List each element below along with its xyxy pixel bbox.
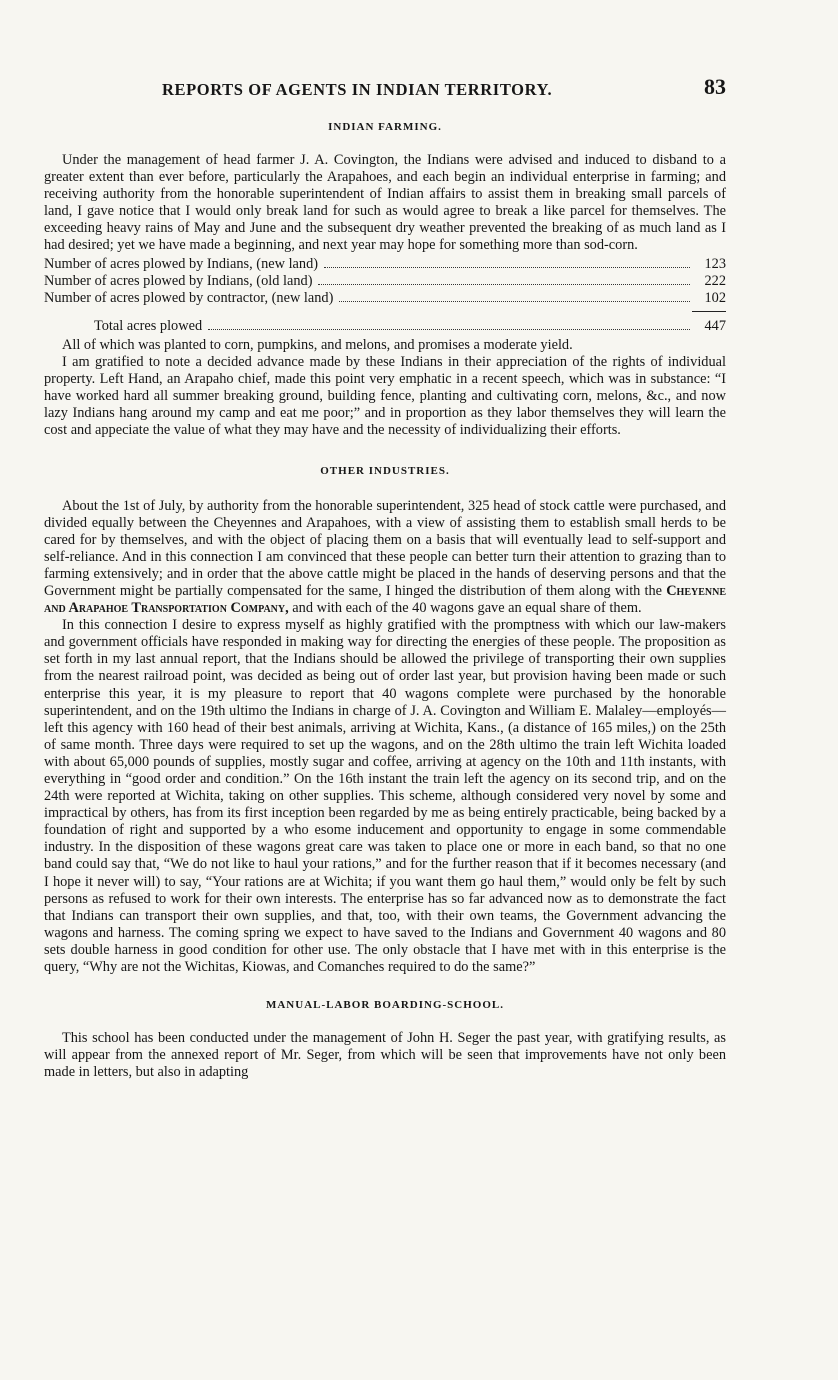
school-paragraph-1: This school has been conducted under the management of John H. Seger the past year, with gratifying results, as will appear from the annexed report of Mr. Seger, from which will be seen that improvements have not only been made in letters, but also in adapting <box>44 1030 726 1081</box>
company-name: Cheyenne and Arapahoe Transportation Company, <box>44 582 726 617</box>
acres-total-row <box>44 318 726 335</box>
acres-row <box>44 290 726 307</box>
acres-row <box>44 273 726 290</box>
acres-row-label: Number of acres plowed by contractor, (new land) <box>44 289 334 306</box>
total-rule <box>692 311 726 312</box>
acres-row-value: 123 <box>704 255 726 272</box>
acres-row-label: Number of acres plowed by Indians, (new land) <box>44 255 319 272</box>
farming-paragraph-1: Under the management of head farmer J. A. Covington, the Indians were advised and induced to disband to a greater extent than ever before, particularly the Arapahoes, and each begin an individual enterprise in farming; and receiving authority from the honorable superintendent of Indian affairs to assist them in breaking small parcels of land, I gave notice that I would only break land for such as would agree to break a like parcel for themselves. The exceeding heavy rains of May and June and the subsequent dry weather prevented the breaking of as much land as I had desired; yet we have made a beginning, and next year may hope for something more than sod-corn. <box>44 152 726 254</box>
farming-paragraph-3: I am gratified to note a decided advance made by these Indians in their appreciation of the rights of individual property. Left Hand, an Arapaho chief, made this point very emphatic in a recent speech, which was in substance: “I have worked hard all summer breaking ground, building fence, planting and cultivating corn, melons, &c., and now lazy Indians hang around my camp and eat me poor;” and in proportion as they labor themselves they will learn the cost and appeciate the value of what they may have and the necessity of individualizing their efforts. <box>44 354 726 439</box>
leader-dots <box>208 329 690 330</box>
acres-row-label: Number of acres plowed by Indians, (old land) <box>44 272 313 289</box>
acres-row <box>44 256 726 273</box>
industries-paragraph-1-text: About the 1st of July, by authority from the honorable superintendent, 325 head of stock cattle were purchased, and divided equally between the Cheyennes and Arapahoes, with a view of assisting them to establish small herds to be cared for by themselves, and with the object of placing them on a basis that will eventually lead to self-support and self-reliance. And in this connection I am convinced that these people can better turn their attention to grazing than to farming extensively; and in order that the above cattle might be placed in the hands of deserving persons and that the Government might be partially compensated for the same, I hinged the distribution of them along with the <box>44 497 726 599</box>
running-header <box>44 74 726 108</box>
acres-row-value: 222 <box>704 272 726 289</box>
section-heading-other-industries: OTHER INDUSTRIES. <box>320 464 450 477</box>
document-page <box>44 74 726 1081</box>
industries-paragraph-1-end: and with each of the 40 wagons gave an equal share of them. <box>292 600 642 617</box>
farming-paragraph-2: All of which was planted to corn, pumpkins, and melons, and promises a moderate yield. <box>62 336 573 353</box>
section-heading-boarding-school: MANUAL-LABOR BOARDING-SCHOOL. <box>265 999 504 1012</box>
acres-table <box>44 256 726 335</box>
acres-row-value: 102 <box>704 289 726 306</box>
acres-total-value: 447 <box>704 317 726 334</box>
page-number: 83 <box>704 74 726 99</box>
leader-dots <box>324 267 690 268</box>
industries-paragraph-1 <box>44 498 726 618</box>
leader-dots <box>318 284 690 285</box>
section-heading-indian-farming: INDIAN FARMING. <box>328 121 442 133</box>
industries-paragraph-2: In this connection I desire to express myself as highly gratified with the promptness with which our law-makers and government officials have responded in making way for directing the energies of these people. The proposition as set forth in my last annual report, that the Indians should be allowed the privilege of transporting their own supplies from the nearest railroad point, was decided as being out of order last year, but provision having been made or such enterprise this year, it is my pleasure to report that 40 wagons complete were purchased by the honorable superintendent, and on the 19th ultimo the Indians in charge of J. A. Covington and William E. Malaley—employés—left this agency with 160 head of their best animals, arriving at Wichita, Kans., (a distance of 165 miles,) on the 25th of same month. Three days were required to set up the wagons, and on the 28th ultimo the train left Wichita loaded with about 65,000 pounds of supplies, mostly sugar and coffee, arriving at agency on the 10th and 11th instants, with everything in “good order and condition.” On the 16th instant the train left the agency on its second trip, and on the 24th were reported at Wichita, taking on other supplies. This scheme, although considered very novel by some and impractical by others, has from its first inception been regarded by me as being entirely practicable, being backed by a foundation of right and supported by a who esome inducement and opportunity to engage in some commendable industry. In the disposition of these wagons great care was taken to place one or more in each band, so that no one band could say that, “We do not like to haul your rations,” and for the further reason that if it becomes necessary (and I hope it never will) to say, “Your rations are at Wichita; if you want them go haul them,” would only be felt by such persons as refused to work for their own interests. The enterprise has so far advanced now as to demonstrate the fact that Indians can transport their own supplies, and that, too, with their own teams, the Government advancing the wagons and harness. The coming spring we expect to have saved to the Indians and Government 40 wagons and 80 sets double harness in good condition for other use. The only obstacle that I have met with in this enterprise is the query, “Why are not the Wichitas, Kiowas, and Comanches required to do the same?” <box>44 617 726 976</box>
acres-total-label: Total acres plowed <box>94 317 203 334</box>
running-title: REPORTS OF AGENTS IN INDIAN TERRITORY. <box>162 80 553 99</box>
leader-dots <box>339 301 690 302</box>
